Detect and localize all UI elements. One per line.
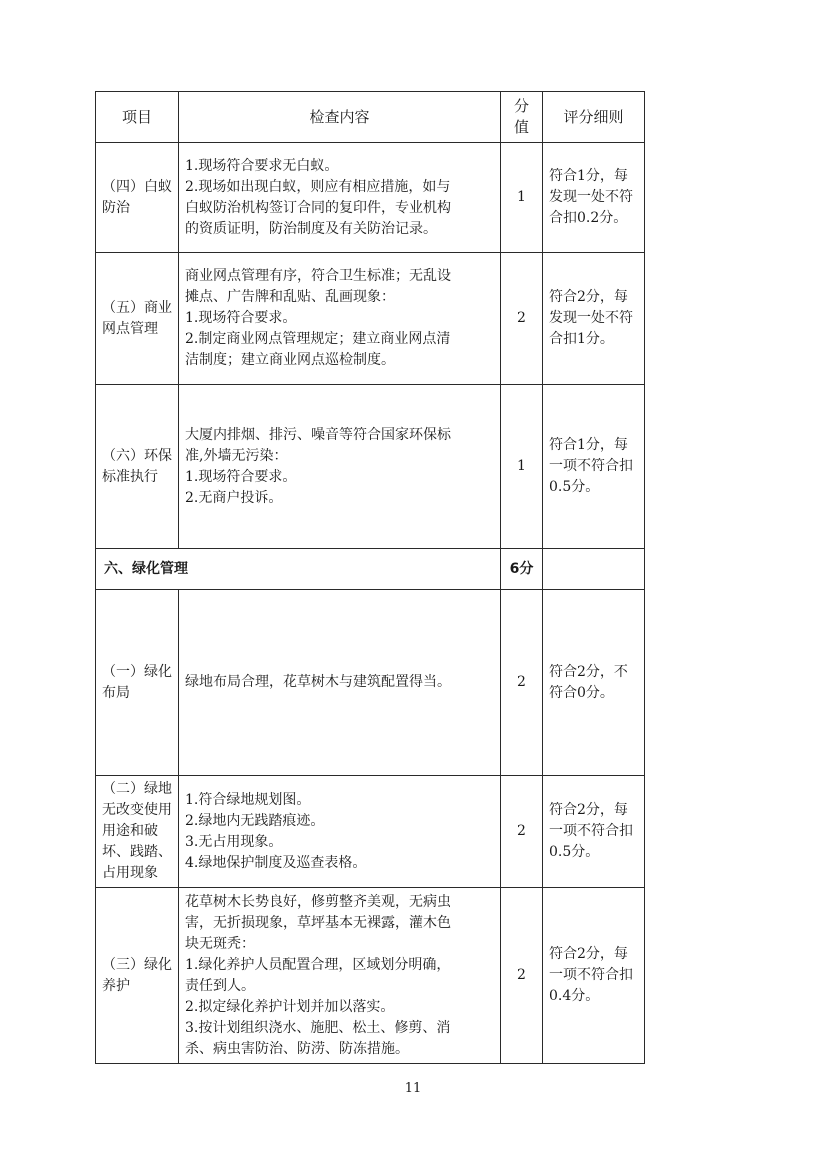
content-cell: 1.符合绿地规划图。 2.绿地内无践踏痕迹。 3.无占用现象。 4.绿地保护制度及巡查表格。 [179,776,501,888]
rule-cell: 符合2分，每 发现一处不符 合扣1分。 [543,253,645,385]
header-score: 分值 [501,92,543,143]
section-empty-cell [543,549,645,590]
item-cell: （三）绿化 养护 [96,888,179,1064]
table-row [96,590,645,776]
content-cell: 商业网点管理有序，符合卫生标准；无乱设 摊点、广告牌和乱贴、乱画现象： 1.现场符合要求。 2.制定商业网点管理规定；建立商业网点清 洁制度；建立商业网点巡检制度。 [179,253,501,385]
item-cell: （二）绿地 无改变使用 用途和破 坏、践踏、 占用现象 [96,776,179,888]
item-cell: （四）白蚁 防治 [96,143,179,253]
section-row [96,549,645,590]
content-cell: 大厦内排烟、排污、噪音等符合国家环保标 准,外墙无污染： 1.现场符合要求。 2.无商户投诉。 [179,385,501,549]
rule-cell: 符合1分，每 一项不符合扣 0.5分。 [543,385,645,549]
score-cell: 2 [501,776,543,888]
table-row [96,776,645,888]
table-header-row [96,92,645,143]
table-row [96,143,645,253]
content-cell: 绿地布局合理，花草树木与建筑配置得当。 [179,590,501,776]
table-row [96,253,645,385]
score-cell: 2 [501,253,543,385]
header-content: 检查内容 [179,92,501,143]
section-points: 6分 [501,549,543,590]
item-cell: （六）环保 标准执行 [96,385,179,549]
rule-cell: 符合2分，每 一项不符合扣 0.4分。 [543,888,645,1064]
table-row [96,888,645,1064]
header-rule: 评分细则 [543,92,645,143]
table-row [96,385,645,549]
rule-cell: 符合2分，不 符合0分。 [543,590,645,776]
score-cell: 2 [501,888,543,1064]
score-cell: 2 [501,590,543,776]
page-number: 11 [404,1081,422,1096]
item-cell: （一）绿化 布局 [96,590,179,776]
score-cell: 1 [501,143,543,253]
score-cell: 1 [501,385,543,549]
item-cell: （五）商业 网点管理 [96,253,179,385]
rule-cell: 符合1分，每 发现一处不符 合扣0.2分。 [543,143,645,253]
section-title: 六、绿化管理 [96,549,501,590]
content-cell: 1.现场符合要求无白蚁。 2.现场如出现白蚁，则应有相应措施，如与 白蚁防治机构签订合同的复印件，专业机构 的资质证明，防治制度及有关防治记录。 [179,143,501,253]
content-cell: 花草树木长势良好，修剪整齐美观，无病虫 害，无折损现象，草坪基本无裸露，灌木色 块无斑秃： 1.绿化养护人员配置合理，区域划分明确， 责任到人。 2.拟定绿化养护计划并加以落实。 3.按计划组织浇水、施肥、松土、修剪、消 杀、病虫害防治、防涝、防冻措施。 [179,888,501,1064]
rule-cell: 符合2分，每 一项不符合扣 0.5分。 [543,776,645,888]
inspection-table [95,91,645,1064]
header-item: 项目 [96,92,179,143]
